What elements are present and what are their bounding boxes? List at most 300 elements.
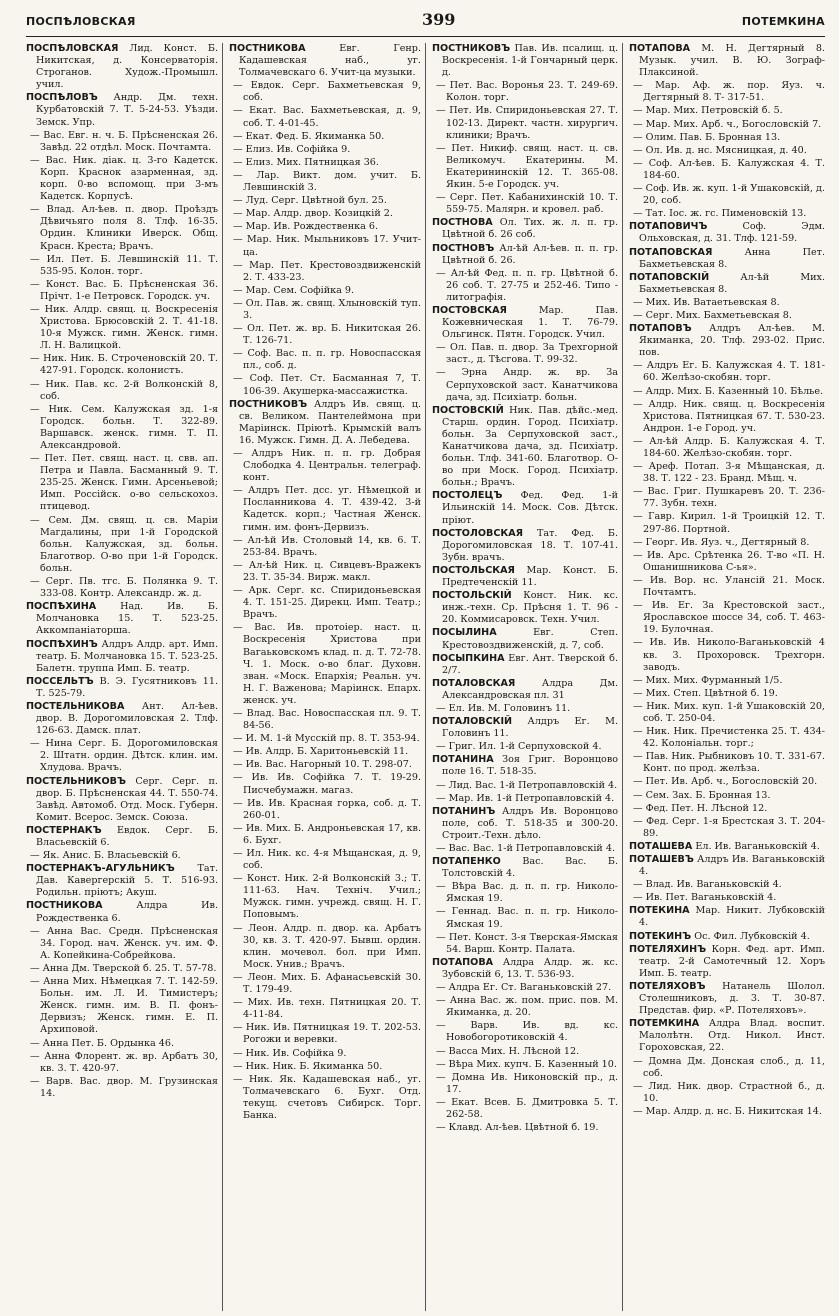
entry-surname: ПОСТЕРНАКЪ-АГУЛЬНИКЪ	[26, 863, 175, 875]
entry-text: — Вас. Вас. 1-й Петропавловскій 4.	[436, 843, 616, 854]
directory-entry	[26, 676, 218, 700]
directory-entry	[26, 279, 218, 303]
directory-entry	[432, 367, 618, 403]
directory-entry	[229, 170, 421, 194]
entry-text: — Ив. Ив. Красная горка, соб. д. Т. 260-01.	[233, 797, 421, 821]
page-header	[26, 10, 825, 37]
entry-text: — Мар. Алдр. д. нс. Б. Никитская 14.	[633, 1105, 822, 1117]
entry-text: — Соф. Пет. Ст. Басманная 7, Т. 106-39. Акушерка-массажистка.	[233, 373, 421, 397]
entry-text: Конст. Ник. кс. инж.-техн. Ср. Прѣсня 1. Т. 96 - 20. Коммисаровск. Техн. Учил.	[442, 590, 618, 626]
entry-text: Лид. Конст. Б. Никитская, д. Консерваторія. Строганов. Худож.-Промышл. учил.	[36, 43, 218, 91]
entry-surname: ПОСПѢХИНЪ	[26, 638, 98, 650]
entry-surname: ПОТЕКИНА	[629, 905, 690, 917]
directory-entry	[26, 1038, 218, 1050]
entry-text: — Ник. Мих. куп. 1-й Ушаковскій 20, соб. Т. 250-04.	[633, 700, 825, 724]
directory-entry	[432, 243, 618, 267]
directory-entry	[432, 1020, 618, 1044]
directory-entry	[432, 754, 618, 778]
entry-surname: ПОТЕЛЯХИНЪ	[629, 943, 707, 955]
directory-entry	[432, 405, 618, 490]
entry-surname: ПОСТНОВЪ	[432, 242, 495, 254]
directory-entry	[229, 43, 421, 79]
column-3	[432, 43, 623, 1311]
entry-surname: ПОТАШЕВЪ	[629, 854, 694, 865]
directory-entry	[432, 703, 618, 715]
entry-text: — Лар. Викт. дом. учит. Б. Левшинскій 3.	[233, 169, 421, 194]
entry-text: — Ник. Пав. кс. 2-й Волконскій 8, соб.	[30, 378, 218, 402]
entry-text: — Лид. Ник. двор. Страстной б., д. 10.	[633, 1080, 825, 1104]
entry-surname: ПОСПѢХИНА	[26, 601, 97, 613]
directory-entry	[26, 92, 218, 128]
entry-text: — Леон. Алдр. п. двор. ка. Арбатъ 30, кв. 3. Т. 420-97. Бывш. ордин. клин. мочевол. бол. при Имп. Моск. Унив.; Врачъ.	[233, 922, 421, 970]
directory-entry	[629, 931, 825, 943]
directory-entry	[229, 873, 421, 921]
directory-entry	[432, 906, 618, 930]
entry-text: — Луд. Серг. Цвѣтной бул. 25.	[233, 195, 387, 207]
entry-text: Ос. Фил. Лубковскій 4.	[691, 930, 810, 942]
entry-surname: ПОСТОЛЬСКАЯ	[432, 564, 515, 576]
entry-text: — Елиз. Мих. Пятницкая 36.	[233, 156, 379, 168]
directory-entry	[432, 780, 618, 792]
directory-entry	[432, 143, 618, 191]
entry-text: — И. М. 1-й Мусскій пр. 8. Т. 353-94.	[233, 733, 420, 745]
entry-text: Алдра Дм. Александровская пл. 31	[442, 677, 618, 701]
directory-entry	[229, 208, 421, 220]
directory-entry	[26, 900, 218, 924]
directory-entry	[432, 741, 618, 753]
entry-text: — Анна Дм. Тверской б. 25. Т. 57-78.	[30, 962, 217, 974]
entry-text: — Ол. Ив. д. нс. Мясницкая, д. 40.	[633, 144, 807, 156]
directory-entry	[629, 145, 825, 157]
directory-entry	[229, 585, 421, 621]
entry-text: — Анна Вас. Средн. Прѣсненская 34. Город. нач. Женск. уч. им. Ф. А. Копейкина-Собрейкова.	[30, 925, 218, 961]
directory-entry	[229, 759, 421, 771]
directory-entry	[432, 843, 618, 855]
directory-entry	[629, 105, 825, 117]
directory-entry	[26, 776, 218, 824]
directory-entry	[26, 926, 218, 962]
directory-entry	[229, 195, 421, 207]
directory-entry	[629, 511, 825, 535]
entry-text: Анна Пет. Бахметьевская 8.	[639, 246, 825, 270]
entry-text: — Вас. Ив. протоіер. наст. ц. Воскресенія Христова при Вагаьковскомъ клад. п. д. Т. 72-78. Ч. 1. Моск. о-во благ. Духовн. зван. «Моск. Епархія; Реальн. уч. Н. Г. Важенова; Маріинск. Епарх. женск. уч.	[233, 622, 421, 706]
entry-text: Вас. Вас. Б. Толстовскій 4.	[442, 856, 618, 880]
directory-entry	[26, 204, 218, 252]
entry-text: — Сем. Дм. свящ. ц. св. Маріи Магдалины, при 1-й Городской больн. Калужская, зд. больн. Благотвор. О-во при 1-й Городск. больн.	[30, 514, 218, 574]
directory-entry	[629, 575, 825, 599]
directory-entry	[26, 1051, 218, 1075]
directory-entry	[432, 105, 618, 141]
directory-entry	[629, 1056, 825, 1080]
directory-entry	[229, 448, 421, 484]
entry-surname: ПОСТЕЛЬНИКОВА	[26, 700, 125, 712]
entry-text: Натанель Шолол. Столешниковъ, д. 3. Т. 30-87. Представ. фир. «Р. Потеляховъ».	[639, 980, 825, 1017]
directory-entry	[432, 1046, 618, 1058]
entry-text: — Ив. Ег. За Крестовской заст., Ярославское шоссе 34, соб. Т. 463-19. Булочная.	[633, 600, 825, 636]
directory-entry	[229, 1022, 421, 1046]
entry-text: — Леон. Мих. Б. Афанасьевскій 30. Т. 179-49.	[233, 971, 421, 996]
directory-entry	[629, 905, 825, 929]
entry-surname: ПОСТНИКОВА	[229, 43, 306, 54]
entry-text: — Анна Пет. Б. Ордынка 46.	[30, 1037, 175, 1049]
directory-entry	[229, 285, 421, 297]
directory-entry	[26, 825, 218, 849]
entry-text: — Алдръ Пет. дсс. уг. Нѣмецкой и Посланникова 4. Т. 439-42. 3-й Кадетск. корп.; Частная Женск. гимн. им. фонъ-Дервизъ.	[233, 485, 421, 533]
directory-entry	[229, 923, 421, 971]
entry-text: Евдок. Серг. Б. Власьевскій 6.	[36, 824, 218, 848]
directory-entry	[229, 746, 421, 758]
directory-entry	[629, 272, 825, 296]
entry-text: — Клавд. Ал-ѣев. Цвѣтной б. 19.	[436, 1122, 599, 1134]
entry-surname: ПОТАПОВСКІЙ	[629, 271, 710, 283]
directory-entry	[629, 399, 825, 435]
entry-text: — Ил. Ник. кс. 4-я Мѣщанская, д. 9, соб.	[233, 848, 421, 872]
header-right-running-head: ПОТЕМКИНА	[741, 15, 825, 28]
entry-text: — Мих. Ив. Ватаетьевская 8.	[633, 296, 780, 308]
entry-surname: ПОСЫПКИНА	[432, 652, 505, 664]
entry-text: — Ол. Пав. ж. свящ. Хлыновскій туп. 3.	[233, 297, 421, 321]
directory-entry	[432, 678, 618, 702]
entry-surname: ПОТЕЛЯХОВЪ	[629, 980, 706, 992]
entry-text: Ант. Ал-ѣев. двор. В. Дорогомиловская 2. Тлф. 126-63. Дамск. плат.	[36, 700, 218, 737]
entry-text: — Тат. Іос. ж. гс. Пименовскій 13.	[633, 208, 807, 220]
columns	[26, 43, 825, 1311]
entry-text: — Пет. Ив. Спиридоньевская 27. Т. 102-13. Директ. частн. хирургич. клиники; Врачъ.	[436, 105, 618, 141]
directory-entry	[629, 854, 825, 878]
entry-text: — Мар. Сем. Софійка 9.	[233, 284, 355, 296]
directory-entry	[629, 247, 825, 271]
directory-entry	[432, 856, 618, 880]
directory-entry	[229, 560, 421, 584]
directory-entry	[629, 701, 825, 725]
directory-entry	[629, 461, 825, 485]
entry-text: — Ив. Ив. Софійка 7. Т. 19-29. Писчебумажн. магаз.	[233, 772, 421, 796]
directory-entry	[26, 453, 218, 513]
directory-entry	[432, 1122, 618, 1134]
entry-surname: ПОСТОВСКАЯ	[432, 304, 507, 316]
directory-entry	[229, 1048, 421, 1060]
directory-entry	[26, 701, 218, 737]
directory-entry	[629, 803, 825, 815]
entry-text: — Фед. Серг. 1-я Брестская 3. Т. 204-89.	[633, 815, 825, 839]
directory-entry	[629, 776, 825, 788]
directory-entry	[229, 105, 421, 129]
column-1	[26, 43, 223, 1311]
directory-entry	[629, 751, 825, 775]
entry-text: — Мар. Ив. 1-й Петропавловскій 4.	[436, 792, 615, 804]
entry-text: — Алдръ Ник. п. п. гр. Добрая Слободка 4. Центральн. телеграф. конт.	[233, 448, 421, 484]
entry-text: М. Н. Дегтярный 8. Музык. учил. В. Ю. Зограф-Плаксиной.	[639, 43, 825, 79]
directory-entry	[26, 155, 218, 203]
entry-text: — Фед. Пет. Н. Лѣсной 12.	[633, 802, 768, 814]
entry-text: Ник. Пав. дѣйс.-мед. Старш. ордин. Город. Психіатр. больн. За Серпуховской заст., Канатчикова дача, зд. Психіатр. больн. Тлф. 341-60. Благотвор. О-во при Моск. Город. Психіатр. больн.; Врачъ.	[442, 404, 618, 489]
entry-text: — Як. Анис. Б. Власьевскій 6.	[30, 850, 181, 862]
page-number: 399	[422, 10, 456, 29]
entry-surname: ПОСТНИКОВЪ	[432, 43, 511, 54]
entry-text: Андр. Дм. техн. Курбатовскій 7. Т. 5-24-53. Уѣзди. Земск. Упр.	[36, 92, 218, 128]
entry-text: — Алдра Ег. Ст. Ваганьковскій 27.	[436, 982, 612, 994]
directory-entry	[629, 675, 825, 687]
entry-text: — Ник. Алдр. свящ. ц. Воскресенія Христова. Брюсовскій 2. Т. 41-18. 10-я Мужск. гимн. Женск. гимн. Л. Н. Валицкой.	[30, 303, 218, 352]
directory-entry	[229, 1074, 421, 1122]
entry-text: Алдръ Ег. М. Головинъ 11.	[442, 716, 618, 740]
entry-text: — Ол. Пав. п. двор. За Трехгорной заст., д. Тѣсгова. Т. 99-32.	[436, 342, 618, 366]
entry-surname: ПОСТНИКОВЪ	[229, 398, 308, 410]
entry-text: Алдръ Ив. Ваганьковскій 4.	[639, 854, 825, 878]
entry-text: Ел. Ив. Ваганьковскій 4.	[692, 840, 820, 852]
entry-text: — Ник. Ник. Б. Строченовскій 20. Т. 427-91. Городск. колонистъ.	[30, 353, 218, 377]
entry-text: — Ник. Ив. Пятницкая 19. Т. 202-53. Рогожи и веревки.	[233, 1022, 421, 1046]
entry-text: — Георг. Ив. Яуз. ч., Дегтярный 8.	[633, 536, 810, 548]
entry-text: — Влад. Вас. Новоспасская пл. 9. Т. 84-56.	[233, 707, 421, 732]
entry-text: — Анна Вас. ж. пом. прис. пов. М. Якиманка, д. 20.	[436, 995, 618, 1019]
directory-entry	[629, 158, 825, 182]
directory-entry	[26, 639, 218, 675]
entry-text: Корн. Фед. арт. Имп. театр. 2-й Самотечный 12. Хоръ Имп. Б. театр.	[639, 943, 825, 979]
directory-entry	[629, 310, 825, 322]
entry-text: Ол. Тих. ж. л. п. гр. Цвѣтной б. 26 соб.	[442, 217, 618, 241]
directory-entry	[432, 342, 618, 366]
directory-entry	[229, 622, 421, 707]
entry-text: — Вас. Ник. діак. ц. 3-го Кадетск. Корп. Краснок азарменная, зд. корп. 0-во вспомощ. при 3-мъ Кадетск. Корпусѣ.	[30, 154, 218, 203]
entry-text: — Влад. Ал-ѣев. п. двор. Проѣздъ Дѣвичьяго поля 8. Тлф. 16-35. Ордин. Клиники Иверск. Общ. Красн. Креста; Врачъ.	[30, 204, 218, 252]
entry-text: Евг. Генр. Кадашевская наб., уг. Толмачевскаго 6. Учит-ца музыки.	[239, 43, 421, 79]
entry-text: Алдра Ив. Рождественка 6.	[36, 900, 218, 924]
entry-text: — Ал-ѣй Алдр. Б. Калужская 4. Т. 184-60. Желѣзо-скобян. торг.	[633, 435, 825, 459]
entry-text: — Ив. Мих. Б. Андроньевская 17, кв. 6. Бухг.	[233, 822, 421, 846]
entry-text: — Варв. Ив. вд. кс. Новобогоротиковскій 4.	[436, 1020, 618, 1044]
entry-text: — Ив. Ив. Николо-Ваганьковскій 4 кв. 3. Прохоровск. Трехгорн. заводъ.	[633, 637, 825, 673]
entry-text: Алдра Алдр. ж. кс. Зубовскій 6, 13. Т. 536-93.	[442, 956, 618, 980]
entry-text: — Конст. Ник. 2-й Волконскій 3.; Т. 111-63. Нач. Техніч. Учил.; Мужск. гимн. учрежд. свящ. Н. Г. Поповымъ.	[233, 873, 421, 921]
entry-text: — Евдок. Серг. Бахметьевская 9, соб.	[233, 80, 421, 104]
directory-entry	[229, 131, 421, 143]
directory-entry	[629, 944, 825, 980]
entry-text: — Алдр. Мих. Б. Казенный 10. Бѣлье.	[633, 385, 824, 397]
directory-entry	[629, 688, 825, 700]
entry-text: — Нина Серг. Б. Дорогомиловская 2. Штатн. ордин. Дѣтск. клин. им. Хлудова. Врачъ.	[30, 738, 218, 774]
column-2	[229, 43, 426, 1311]
entry-surname: ПОСТНОВА	[432, 217, 493, 229]
directory-entry	[26, 601, 218, 637]
entry-text: Зоя Григ. Воронцово поле 16. Т. 518-35.	[442, 754, 618, 778]
entry-surname: ПОСТОВСКІЙ	[432, 404, 504, 416]
directory-entry	[432, 957, 618, 981]
entry-text: Над. Ив. Б. Молчановка 15. Т. 523-25. Аккомпаніаторша.	[36, 601, 218, 637]
entry-text: — Ник. Ник. Пречистенка 25. Т. 434-42. Колоніальн. торг.;	[633, 726, 825, 750]
entry-surname: ПОТЕКИНЪ	[629, 930, 692, 942]
entry-text: — Елиз. Ив. Софійка 9.	[233, 143, 351, 155]
entry-surname: ПОТАПЕНКО	[432, 856, 501, 868]
entry-text: — Лид. Вас. 1-й Петропавловскій 4.	[436, 779, 618, 791]
entry-text: Пав. Ив. псалищ. ц. Воскресенія. 1-й Гончарный церк. д.	[442, 43, 618, 79]
directory-entry	[432, 528, 618, 564]
entry-surname: ПОСТОЛОВСКАЯ	[432, 527, 524, 539]
directory-entry	[629, 119, 825, 131]
directory-entry	[629, 550, 825, 574]
directory-entry	[26, 850, 218, 862]
entry-surname: ПОССЕЛЬТЪ	[26, 675, 94, 687]
directory-entry	[229, 708, 421, 732]
entry-text: — Вас. Григ. Пушкаревъ 20. Т. 236-77. Зубн. техн.	[633, 486, 825, 510]
entry-text: — Сем. Зах. Б. Бронная 13.	[633, 789, 771, 801]
entry-text: Алдръ Ив. Воронцово поле, соб. Т. 518-35 и 300-20. Строит.-Техн. дѣло.	[442, 805, 618, 841]
entry-text: — Соф. Ал-ѣев. Б. Калужская 4. Т. 184-60.	[633, 157, 825, 181]
entry-text: — Мар. Ив. Рождественка 6.	[233, 221, 379, 233]
directory-entry	[26, 404, 218, 452]
entry-text: — Мар. Мих. Петровскій б. 5.	[633, 105, 783, 117]
entry-text: — Ив. Алдр. Б. Харитоньевскій 11.	[233, 746, 409, 758]
directory-entry	[629, 726, 825, 750]
directory-entry	[629, 132, 825, 144]
entry-text: — Геннад. Вас. п. п. гр. Николо-Ямская 19.	[436, 906, 618, 930]
directory-entry	[229, 733, 421, 745]
entry-surname: ПОСТЕЛЬНИКОВЪ	[26, 775, 126, 787]
directory-entry	[26, 130, 218, 154]
entry-text: Мар. Пав. Кожевническая 1. Т. 76-79. Ольгинск. Пятн. Городск. Учил.	[442, 304, 618, 341]
directory-entry	[229, 373, 421, 397]
entry-text: — Ник. Ник. Б. Якиманка 50.	[233, 1060, 383, 1072]
directory-entry	[26, 43, 218, 91]
entry-text: — Екат. Всев. Б. Дмитровка 5. Т. 262-58.	[436, 1096, 618, 1120]
entry-text: — Вас. Евг. н. ч. Б. Прѣсненская 26. Завѣд. 22 отдѣл. Моск. Почтамта.	[30, 129, 218, 153]
directory-entry	[26, 576, 218, 600]
directory-entry	[629, 221, 825, 245]
entry-text: — Соф. Вас. п. п. гр. Новоспасская пл., соб. д.	[233, 348, 421, 372]
directory-entry	[629, 892, 825, 904]
directory-entry	[629, 1106, 825, 1118]
entry-surname: ПОСТОЛЕЦЪ	[432, 490, 503, 502]
directory-entry	[629, 600, 825, 636]
entry-text: — Ал-ѣй Ив. Столовый 14, кв. 6. Т. 253-84. Врачъ.	[233, 534, 421, 558]
directory-entry	[629, 360, 825, 384]
entry-text: — Ареф. Потап. 3-я Мѣщанская, д. 38. Т. 122 - 23. Бранд. Мѣщ. ч.	[633, 461, 825, 485]
directory-entry	[629, 879, 825, 891]
entry-text: — Вѣра Мих. купч. Б. Казенный 10.	[436, 1058, 617, 1070]
entry-text: — Пет. Конст. 3-я Тверская-Ямская 54. Варш. Контр. Палата.	[436, 931, 618, 955]
entry-surname: ПОСТЕРНАКЪ	[26, 824, 102, 836]
entry-surname: ПОСТОЛЬСКІЙ	[432, 590, 512, 602]
directory-entry	[432, 982, 618, 994]
directory-entry	[432, 192, 618, 216]
entry-text: — Домна Ив. Никоновскій пр., д. 17.	[436, 1071, 618, 1095]
entry-text: — Мар. Алдр. двор. Козицкій 2.	[233, 208, 393, 220]
directory-entry	[229, 798, 421, 822]
entry-text: — Пет. Вас. Воронья 23. Т. 249-69. Колон. торг.	[436, 80, 618, 104]
directory-entry	[629, 816, 825, 840]
directory-entry	[432, 627, 618, 651]
entry-surname: ПОТАПОВСКАЯ	[629, 246, 713, 258]
header-left-running-head: ПОСПѢЛОВСКАЯ	[26, 15, 136, 28]
entry-text: — Соф. Ив. ж. куп. 1-й Ушаковскій, д. 20, соб.	[633, 183, 825, 207]
directory-entry	[432, 80, 618, 104]
directory-entry	[629, 841, 825, 853]
entry-text: — Пет. Ив. Арб. ч., Богословскій 20.	[633, 776, 818, 788]
directory-entry	[629, 981, 825, 1017]
entry-text: — Ал-ѣй Ник. ц. Сивцевъ-Вражекъ 23. Т. 35-34. Вирж. макл.	[233, 559, 421, 583]
directory-entry	[26, 353, 218, 377]
entry-text: — Ал-ѣй Фед. п. п. гр. Цвѣтной б. 26 соб. Т. 27-75 и 252-46. Типо - литографія.	[436, 267, 618, 303]
entry-text: Алдръ Ал-ѣев. М. Якиманка, 20. Тлф. 293-02. Прис. пов.	[639, 323, 825, 359]
directory-entry	[229, 323, 421, 347]
entry-surname: ПОТАПОВА	[629, 43, 691, 54]
directory-entry	[629, 537, 825, 549]
entry-text: — Алдр. Ник. свящ. ц. Воскресенія Христова. Пятницкая 67. Т. 530-23. Андрон. 1-е Город. уч.	[633, 398, 825, 434]
directory-entry	[432, 590, 618, 626]
directory-entry	[629, 43, 825, 79]
entry-text: — Варв. Вас. двор. М. Грузинская 14.	[30, 1075, 218, 1099]
entry-text: — Серг. Мих. Бахметьевская 8.	[633, 309, 792, 321]
entry-text: — Пет. Никиф. свящ. наст. ц. св. Великомуч. Екатерины. М. Екатерининскій 12. Т. 365-08. Якин. 5-е Городск. уч.	[436, 142, 618, 191]
directory-entry	[432, 490, 618, 526]
directory-entry	[432, 716, 618, 740]
entry-text: — Ел. Ив. М. Головинъ 11.	[436, 702, 571, 714]
directory-entry	[629, 323, 825, 359]
entry-surname: ПОТАНИНА	[432, 754, 494, 766]
entry-text: — Серг. Пет. Кабанихинскій 10. Т. 559-75. Малярн. и кровел. раб.	[436, 192, 618, 216]
entry-text: — Алдръ Ег. Б. Калужская 4. Т. 181-60. Желѣзо-скобян. торг.	[633, 360, 825, 384]
entry-text: Ал-ѣй Ал-ѣев. п. п. гр. Цвѣтной б. 26.	[442, 242, 618, 266]
entry-surname: ПОТЕМКИНА	[629, 1018, 700, 1030]
directory-entry	[26, 976, 218, 1036]
entry-text: Ал-ѣй Мих. Бахметьевская 8.	[639, 271, 825, 295]
directory-entry	[229, 144, 421, 156]
directory-entry	[229, 157, 421, 169]
directory-entry	[432, 806, 618, 842]
entry-text: — Мар. Ник. Мыльниковъ 17. Учит-ца.	[233, 234, 421, 258]
entry-text: Алдра Влад. воспит. Малолѣтн. Отд. Никол. Инст. Гороховская, 22.	[639, 1018, 825, 1054]
directory-entry	[432, 881, 618, 905]
directory-entry	[432, 565, 618, 589]
directory-entry	[26, 863, 218, 899]
entry-text: — Конст. Вас. Б. Прѣсненская 36. Прічт. 1-е Петровск. Городск. уч.	[30, 278, 218, 302]
directory-entry	[432, 793, 618, 805]
entry-text: — Мар. Пет. Крестовоздвиженскій 2. Т. 433-23.	[233, 259, 421, 283]
entry-text: — Анна Флорент. ж. вр. Арбатъ 30, кв. 3. Т. 420-97.	[30, 1050, 218, 1074]
directory-entry	[229, 1061, 421, 1073]
entry-text: В. Э. Гусятниковъ 11. Т. 525-79.	[36, 675, 218, 699]
directory-entry	[26, 738, 218, 774]
entry-surname: ПОТАЛОВСКІЙ	[432, 716, 513, 728]
directory-entry	[432, 268, 618, 304]
directory-entry	[629, 790, 825, 802]
directory-entry	[629, 1018, 825, 1054]
entry-text: — Ив. Арс. Срѣтенка 26. Т-во «П. Н. Ошанишникова С-ья».	[633, 549, 825, 573]
entry-text: Тат. Фед. Б. Дорогомиловская 18. Т. 107-41. Зубн. врачъ.	[442, 527, 618, 563]
entry-text: — Пав. Ник. Рыбниковъ 10. Т. 331-67. Конт. по прод. желѣза.	[633, 751, 825, 775]
entry-text: — Домна Дм. Донская слоб., д. 11, соб.	[633, 1055, 825, 1079]
directory-entry	[26, 379, 218, 403]
entry-text: — Анна Мих. Нѣмецкая 7. Т. 142-59. Больн. им. Л. И. Тимистеръ; Женск. гимн. им. В. П. фонъ-Дервизъ; Женск. гимн. Е. П. Архиповой.	[30, 976, 218, 1036]
directory-entry	[229, 260, 421, 284]
directory-entry	[229, 80, 421, 104]
directory-entry	[629, 183, 825, 207]
entry-text: Евг. Степ. Крестовоздвиженскій, д. 7, соб.	[442, 627, 618, 651]
entry-text: — Арк. Серг. кс. Спиридоньевская 4. Т. 151-25. Дирекц. Имп. Театр.; Врачъ.	[233, 585, 421, 621]
directory-entry	[432, 217, 618, 241]
entry-text: — Мар. Мих. Арб. ч., Богословскій 7.	[633, 118, 822, 130]
entry-surname: ПОТАПОВЪ	[629, 323, 692, 335]
entry-surname: ПОТАШЕВА	[629, 840, 693, 852]
entry-surname: ПОТАНИНЪ	[432, 805, 496, 817]
directory-entry	[229, 348, 421, 372]
column-4	[629, 43, 825, 1311]
entry-text: — Ник. Сем. Калужская зд. 1-я Городск. больн. Т. 322-89. Варшавск. женск. гимн. Т. П. Александровой.	[30, 403, 218, 451]
entry-text: — Ник. Як. Кадашевская наб., уг. Толмачевскаго 6. Бухг. Отд. текущ. счетовъ Сибирск. Торг. Банка.	[233, 1073, 421, 1121]
entry-text: Алдръ Ив. свящ. ц. св. Великом. Пантелеймона при Маріинск. Пріютѣ. Крымскій валъ 16. Мужск. Гимн. Д. А. Лебедева.	[239, 398, 421, 446]
entry-text: Фед. Фед. 1-й Ильинскій 14. Моск. Сов. Дѣтск. пріют.	[442, 490, 618, 526]
directory-entry	[26, 963, 218, 975]
